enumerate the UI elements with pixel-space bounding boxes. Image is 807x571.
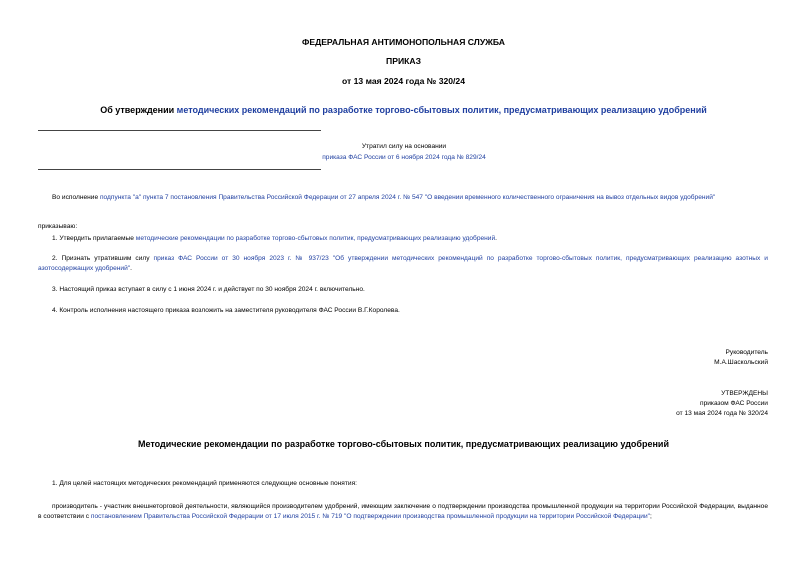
document-title — [0, 105, 807, 115]
signature-block — [714, 348, 768, 368]
status-block — [180, 142, 628, 163]
item-1-link[interactable]: методические рекомендации по разработке торгово-сбытовых политик, предусматривающих реализацию удобрений — [135, 235, 496, 242]
approval-block — [676, 389, 768, 419]
annex-definition-prefix: производитель - участник внешнеторговой деятельности, являющийся производителем удобрений, имеющим заключение о подтверждении производства промышленной продукции на территории Российской Федерации, выданное в соответствии с — [38, 503, 768, 520]
approval-line-1: УТВЕРЖДЕНЫ — [721, 390, 768, 397]
document-type: ПРИКАЗ — [386, 56, 421, 66]
order-word: приказываю: — [38, 223, 78, 230]
item-1-prefix: 1. Утвердить прилагаемые — [52, 235, 136, 242]
intro-link[interactable]: подпункта "а" пункта 7 постановления Правительства Российской Федерации от 27 апреля 2024 г. № 547 "О введении временного количественного ограничения на вывоз отдельных видов удобрений" — [99, 194, 716, 201]
item-2-suffix: . — [130, 265, 132, 272]
agency-name: ФЕДЕРАЛЬНАЯ АНТИМОНОПОЛЬНАЯ СЛУЖБА — [302, 37, 505, 47]
intro-prefix: Во исполнение — [52, 194, 100, 201]
item-2-link[interactable]: приказ ФАС России от 30 ноября 2023 г. № 937/23 "Об утверждении методических рекомендаций по разработке торгово-сбытовых политик, предусматривающих реализацию азотных и азотосодержащих удобрений" — [38, 255, 768, 272]
status-text: Утратил силу на основании — [361, 143, 447, 150]
item-4: 4. Контроль исполнения настоящего приказа возложить на заместителя руководителя ФАС России В.Г.Королева. — [52, 307, 400, 314]
annex-title: Методические рекомендации по разработке торгово-сбытовых политик, предусматривающих реализацию удобрений — [138, 439, 669, 449]
approval-line-2: приказом ФАС России — [700, 400, 768, 407]
annex-definition-suffix: ; — [650, 513, 652, 520]
approval-line-3: от 13 мая 2024 года № 320/24 — [676, 410, 768, 417]
intro-paragraph — [38, 193, 768, 203]
item-3: 3. Настоящий приказ вступает в силу с 1 июня 2024 г. и действует по 30 ноября 2024 г. включительно. — [52, 286, 365, 293]
signature-name: М.А.Шаскольский — [714, 359, 768, 366]
item-2-prefix: 2. Признать утратившим силу — [52, 255, 154, 262]
title-prefix: Об утверждении — [100, 105, 177, 115]
item-2 — [38, 254, 768, 274]
annex-paragraph-1: 1. Для целей настоящих методических рекомендаций применяются следующие основные понятия: — [52, 480, 357, 487]
item-1 — [38, 234, 768, 244]
divider-top — [38, 130, 321, 131]
title-link[interactable]: методических рекомендаций по разработке торгово-сбытовых политик, предусматривающих реализацию удобрений — [176, 105, 707, 115]
annex-definition — [38, 502, 768, 522]
signature-role: Руководитель — [725, 349, 768, 356]
status-link[interactable]: приказа ФАС России от 6 ноября 2024 года № 829/24 — [322, 154, 486, 161]
document-date: от 13 мая 2024 года № 320/24 — [342, 76, 465, 86]
divider-bottom — [38, 169, 321, 170]
annex-definition-link[interactable]: постановлением Правительства Российской Федерации от 17 июля 2015 г. № 719 "О подтверждении производства промышленной продукции на территории Российской Федерации" — [90, 513, 651, 520]
item-1-suffix: . — [495, 235, 497, 242]
